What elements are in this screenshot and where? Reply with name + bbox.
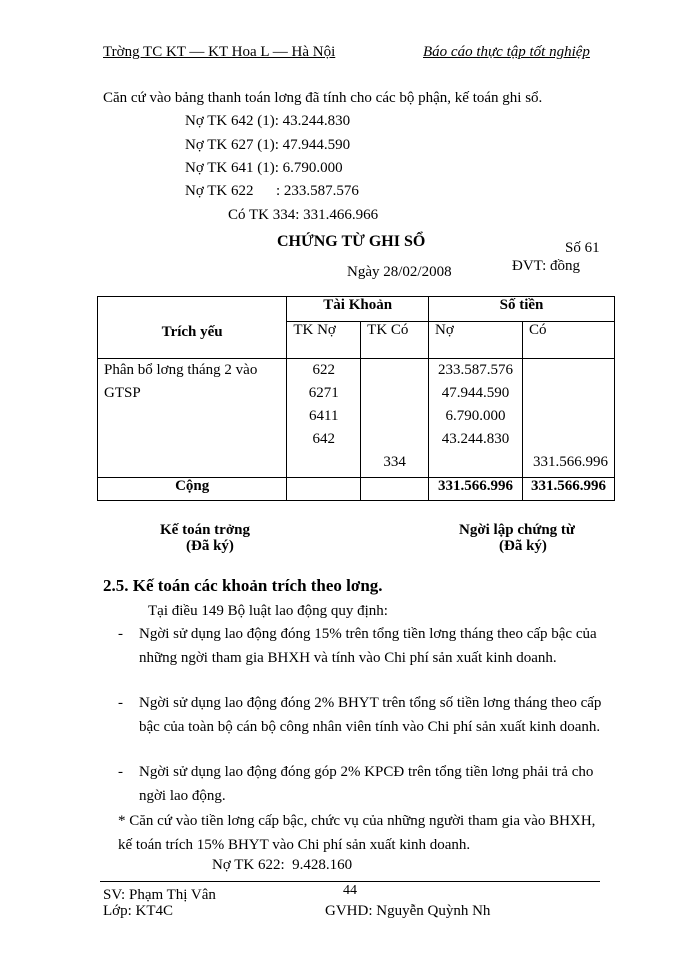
voucher-number: Số 61 xyxy=(565,240,600,256)
credit-account: 334 xyxy=(383,454,406,470)
signature-accountant-title: Kế toán trởng xyxy=(160,522,250,538)
th-debit: Nợ xyxy=(429,322,523,359)
signature-preparer-note: (Đã ký) xyxy=(499,538,547,554)
th-description: Trích yếu xyxy=(98,297,287,359)
bullet-mark: - xyxy=(118,626,123,642)
th-debit-account: TK Nợ xyxy=(287,322,361,359)
footer-class: Lớp: KT4C xyxy=(103,903,174,919)
th-credit: Có xyxy=(522,322,614,359)
th-amount: Số tiền xyxy=(429,297,615,322)
entry-debit-1: Nợ TK 642 (1): 43.244.830 xyxy=(185,113,351,129)
bullet-item: Ngời sử dụng lao động đóng góp 2% KPCĐ trên tổng tiền lơng phải trả cho ngời lao động. xyxy=(139,764,594,804)
cell-debit-amounts xyxy=(429,359,523,478)
bullet-item: Ngời sử dụng lao động đóng 15% trên tổng tiền lơng tháng theo cấp bậc của những ngời tham gia BHXH và tính vào Chi phí sản xuất kinh doanh. xyxy=(139,626,597,666)
debit-amount: 43.244.830 xyxy=(441,431,510,447)
signature-accountant-note: (Đã ký) xyxy=(186,538,234,554)
voucher-date: Ngày 28/02/2008 xyxy=(347,264,452,280)
cell-debit-accounts xyxy=(287,359,361,478)
entry-debit-4: Nợ TK 622 : 233.587.576 xyxy=(185,183,359,199)
credit-amount: 331.566.996 xyxy=(533,454,608,470)
th-credit-account: TK Có xyxy=(361,322,429,359)
debit-account: 6271 xyxy=(308,385,339,401)
debit-amount: 233.587.576 xyxy=(438,362,513,378)
last-entry: Nợ TK 622: 9.428.160 xyxy=(212,857,353,873)
voucher-title: CHỨNG TỪ GHI SỔ xyxy=(277,233,426,250)
section-lead: Tại điều 149 Bộ luật lao động quy định: xyxy=(148,603,388,619)
cell-description: Phân bổ lơng tháng 2 vào GTSP xyxy=(98,359,287,478)
footer-student: SV: Phạm Thị Vân xyxy=(103,887,216,903)
bullet-item: Ngời sử dụng lao động đóng 2% BHYT trên tổng số tiền lơng tháng theo cấp bậc của toàn bộ cán bộ công nhân viên tính vào Chi phí sản xuất kinh doanh. xyxy=(139,695,602,735)
debit-account: 6411 xyxy=(309,408,339,424)
entry-debit-3: Nợ TK 641 (1): 6.790.000 xyxy=(185,160,343,176)
footer-advisor: GVHD: Nguyễn Quỳnh Nh xyxy=(325,903,491,919)
cell-credit-amounts xyxy=(522,359,614,478)
entry-credit: Có TK 334: 331.466.966 xyxy=(228,207,379,223)
cell-credit-accounts xyxy=(361,359,429,478)
voucher-unit: ĐVT: đồng xyxy=(512,258,580,274)
debit-amount: 47.944.590 xyxy=(441,385,510,401)
section-heading: 2.5. Kế toán các khoản trích theo lơng. xyxy=(103,576,383,595)
th-account: Tài Khoản xyxy=(287,297,429,322)
total-label: Cộng xyxy=(98,478,287,501)
header-school: Trờng TC KT — KT Hoa L — Hà Nội xyxy=(103,44,336,60)
debit-account: 622 xyxy=(312,362,335,378)
header-report-title: Báo cáo thực tập tốt nghiệp xyxy=(423,44,590,60)
signature-preparer-title: Ngời lập chứng từ xyxy=(459,522,575,538)
debit-account: 642 xyxy=(312,431,335,447)
voucher-table xyxy=(97,296,615,501)
bullet-mark: - xyxy=(118,764,123,780)
section-note: * Căn cứ vào tiền lơng cấp bậc, chức vụ của những người tham gia vào BHXH, kế toán trích 15% BHYT vào Chi phí sản xuất kinh doanh. xyxy=(118,813,596,853)
total-debit: 331.566.996 xyxy=(429,478,523,501)
entry-debit-2: Nợ TK 627 (1): 47.944.590 xyxy=(185,137,351,153)
debit-amount: 6.790.000 xyxy=(445,408,506,424)
footer-rule xyxy=(100,881,600,882)
intro-text: Căn cứ vào bảng thanh toán lơng đã tính cho các bộ phận, kế toán ghi sổ. xyxy=(103,90,543,106)
bullet-mark: - xyxy=(118,695,123,711)
page-number: 44 xyxy=(343,883,357,898)
total-credit: 331.566.996 xyxy=(522,478,614,501)
